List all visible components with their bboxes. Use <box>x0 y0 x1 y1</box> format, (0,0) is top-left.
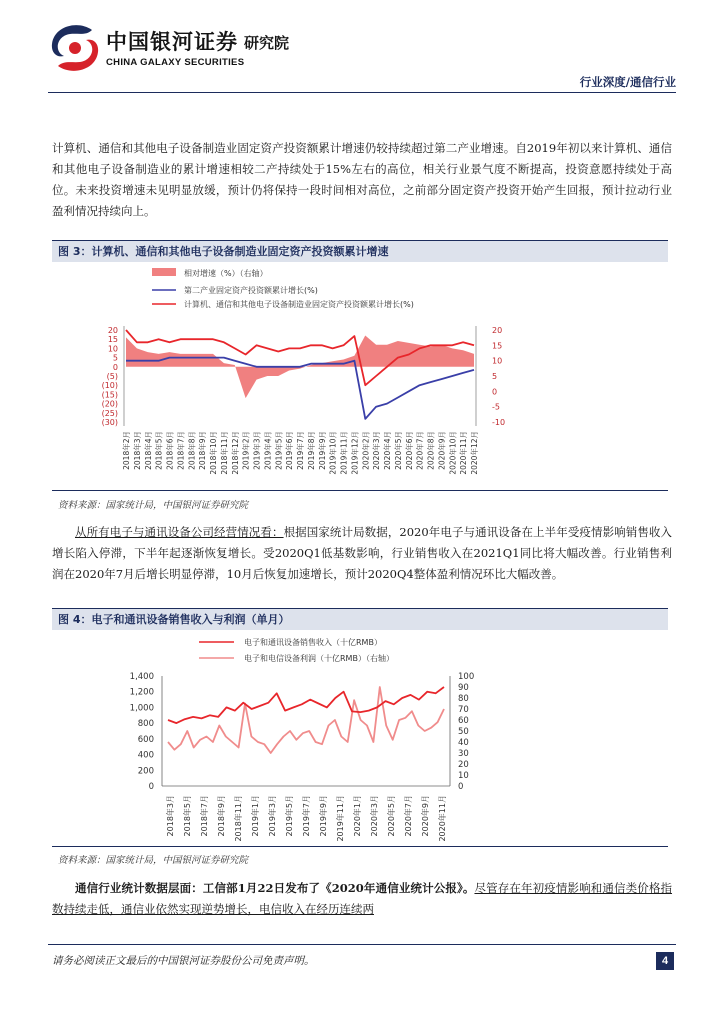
fig3-x-tick: 2020年12月 <box>470 431 479 475</box>
fig3-x-tick: 2018年12月 <box>230 431 240 475</box>
fig3-left-tick: (20) <box>101 399 118 409</box>
fig4-x-tick: 2018年3月 <box>166 795 175 837</box>
fig3-left-tick: 20 <box>107 326 118 335</box>
fig3-x-tick: 2018年6月 <box>165 431 175 470</box>
paragraph-investment: 计算机、通信和其他电子设备制造业固定资产投资额累计增速仍较持续超过第二产业增速。自2019年初以来计算机、通信和其他电子设备制造业的累计增速相较二产持续处于15%左右的高位，相关行业景气度不断提高，投资意愿持续处于高位。未来投资增速未见明显放缓，预计仍将保持一段时间相对高位，之前部分固定资产投资开始产生回报，预计拉动行业盈利情况持续向上。 <box>52 141 672 218</box>
figure-3-chart <box>52 262 668 488</box>
fig3-x-tick: 2020年4月 <box>383 431 392 470</box>
fig4-right-tick: 70 <box>458 705 469 715</box>
fig4-left-tick: 0 <box>148 782 154 792</box>
fig3-legend-swatch-0 <box>152 268 176 276</box>
logo-english-name: CHINA GALAXY SECURITIES <box>106 57 245 68</box>
figure-4-source: 资料来源：国家统计局，中国银河证券研究院 <box>58 855 249 866</box>
fig3-left-tick: 5 <box>112 353 118 363</box>
fig4-left-tick: 600 <box>137 734 154 745</box>
figure-3-title: 图 3：计算机、通信和其他电子设备制造业固定资产投资额累计增速 <box>52 240 668 262</box>
fig3-x-tick: 2020年3月 <box>372 431 382 470</box>
fig3-x-tick: 2018年3月 <box>132 431 142 470</box>
fig3-legend-label-2: 计算机、通信和其他电子设备制造业固定资产投资额累计增长(%) <box>184 300 414 309</box>
header-divider <box>48 92 676 93</box>
fig4-legend-label-0: 电子和通讯设备销售收入（十亿RMB） <box>244 638 382 647</box>
footer-disclaimer: 请务必阅读正文最后的中国银河证券股份公司免责声明。 <box>52 955 315 967</box>
fig4-right-tick: 50 <box>458 727 469 737</box>
fig4-x-tick: 2019年1月 <box>251 795 260 837</box>
figure-3-bottom-rule <box>52 490 668 491</box>
fig4-x-tick: 2020年1月 <box>353 795 362 837</box>
fig4-left-tick: 800 <box>137 719 154 730</box>
fig3-x-tick: 2018年11月 <box>219 431 229 475</box>
institute-name: 研究院 <box>244 34 290 52</box>
figure-4-chart <box>52 630 668 844</box>
fig3-x-tick: 2020年6月 <box>404 431 414 470</box>
fig4-x-tick: 2018年5月 <box>183 795 192 837</box>
fig3-x-tick: 2019年4月 <box>263 431 273 470</box>
fig3-x-tick: 2019年6月 <box>285 431 295 470</box>
fig3-x-tick: 2020年10月 <box>448 431 458 475</box>
fig3-x-tick: 2020年8月 <box>426 431 436 470</box>
fig3-left-tick: 10 <box>107 344 118 354</box>
galaxy-logo-icon <box>48 22 102 74</box>
fig3-x-tick: 2018年9月 <box>198 431 208 470</box>
fig4-x-tick: 2020年3月 <box>370 795 379 837</box>
fig4-right-tick: 30 <box>458 749 469 759</box>
fig3-right-tick: -10 <box>492 418 506 427</box>
fig3-x-tick: 2020年11月 <box>459 431 469 475</box>
logo-chinese-name: 中国银河证券 <box>106 30 238 54</box>
fig3-x-tick: 2019年8月 <box>306 431 316 470</box>
fig3-right-tick: 5 <box>492 372 498 381</box>
fig3-right-tick: 15 <box>492 341 503 351</box>
fig4-x-tick: 2019年11月 <box>336 795 345 842</box>
fig3-right-tick: -5 <box>492 402 500 412</box>
figure-4-title: 图 4：电子和通讯设备销售收入与利润（单月） <box>52 608 668 630</box>
fig4-x-tick: 2018年7月 <box>200 795 209 837</box>
page-number: 4 <box>656 952 674 970</box>
fig3-legend-label-1: 第二产业固定资产投资额累计增长(%) <box>184 286 318 295</box>
fig4-x-tick: 2019年9月 <box>319 795 328 837</box>
fig3-left-tick: (10) <box>101 381 118 391</box>
fig4-right-tick: 60 <box>458 716 469 726</box>
fig3-x-tick: 2018年4月 <box>143 431 153 470</box>
fig3-right-tick: 0 <box>492 387 498 397</box>
fig3-x-tick: 2020年9月 <box>437 431 447 470</box>
fig3-x-tick: 2019年9月 <box>317 431 327 470</box>
fig4-left-tick: 1,400 <box>129 672 154 682</box>
fig4-x-tick: 2018年11月 <box>234 795 243 842</box>
fig3-x-tick: 2019年5月 <box>274 431 284 470</box>
fig4-left-tick: 1,000 <box>129 703 154 714</box>
fig3-legend-label-0: 相对增速（%）（右轴） <box>184 269 268 278</box>
figure-3-source: 资料来源：国家统计局，中国银河证券研究院 <box>58 500 249 511</box>
paragraph-operations <box>52 522 672 585</box>
fig3-x-tick: 2020年2月 <box>361 431 371 470</box>
fig4-x-tick: 2019年7月 <box>302 795 311 837</box>
fig4-legend-label-1: 电子和电信设备利润（十亿RMB）（右轴） <box>244 654 394 663</box>
fig3-x-tick: 2019年11月 <box>339 431 349 475</box>
fig3-legend <box>152 268 414 309</box>
fig3-left-tick: 0 <box>112 362 118 372</box>
fig4-left-tick: 1,200 <box>129 687 154 698</box>
fig3-right-tick: 20 <box>492 326 503 335</box>
fig3-left-tick: (30) <box>101 418 118 427</box>
fig3-left-tick: 15 <box>107 335 118 345</box>
figure-4-bottom-rule <box>52 846 668 847</box>
fig3-x-tick: 2019年7月 <box>296 431 305 470</box>
fig4-line-revenue <box>168 687 444 723</box>
fig3-x-tick: 2019年3月 <box>252 431 262 470</box>
fig4-x-tick: 2019年5月 <box>285 795 294 837</box>
fig4-left-tick: 400 <box>137 750 154 761</box>
fig3-x-tick: 2018年2月 <box>122 431 131 470</box>
fig3-x-tick: 2018年8月 <box>187 431 197 470</box>
paragraph-telecom-body: 尽管存在年初疫情影响和通信类价格指数持续走低，通信业依然实现逆势增长，电信收入在经历连续两 <box>52 881 673 916</box>
fig3-x-tick: 2020年5月 <box>393 431 403 470</box>
fig4-right-tick: 20 <box>458 760 469 770</box>
company-logo <box>48 22 378 77</box>
fig3-left-tick: (25) <box>101 408 118 418</box>
fig3-x-tick: 2019年2月 <box>241 431 251 470</box>
fig4-x-tick: 2020年11月 <box>438 795 447 842</box>
footer-divider <box>48 944 676 945</box>
fig3-x-tick: 2018年7月 <box>176 431 186 470</box>
fig4-right-tick: 40 <box>458 738 469 748</box>
fig3-x-tick: 2019年12月 <box>350 431 360 475</box>
fig3-x-tick: 2019年10月 <box>328 431 338 475</box>
paragraph-telecom-lead: 通信行业统计数据层面：工信部1月22日发布了《2020年通信业统计公报》。 <box>75 881 475 895</box>
fig4-right-tick: 0 <box>458 782 464 792</box>
fig4-right-tick: 80 <box>458 694 469 704</box>
fig3-x-tick: 2018年10月 <box>209 431 218 475</box>
fig4-x-tick: 2018年9月 <box>217 795 226 837</box>
fig3-right-tick: 10 <box>492 356 503 366</box>
fig3-x-tick: 2020年7月 <box>415 431 425 470</box>
fig4-left-tick: 200 <box>137 766 154 777</box>
fig3-left-tick: (5) <box>106 372 118 381</box>
report-category: 行业深度/通信行业 <box>579 75 676 89</box>
fig4-right-tick: 90 <box>458 683 469 693</box>
fig4-x-tick: 2019年3月 <box>268 795 277 837</box>
fig4-x-tick: 2020年7月 <box>404 795 413 837</box>
paragraph-operations-lead: 从所有电子与通讯设备公司经营情况看： <box>75 525 284 539</box>
fig4-x-tick: 2020年9月 <box>421 795 430 837</box>
fig4-x-tick: 2020年5月 <box>387 795 396 837</box>
fig4-right-tick: 100 <box>458 672 475 682</box>
paragraph-operations-body: 根据国家统计局数据，2020年电子与通讯设备在上半年受疫情影响销售收入增长陷入停滞，下半年起逐渐恢复增长。受2020Q1低基数影响，行业销售收入在2021Q1同比将大幅改善。行业销售利润在2020年7月后增长明显停滞，10月后恢复加速增长，预计2020Q4整体盈利情况环比大幅改善。 <box>52 525 673 581</box>
paragraph-telecom-stats <box>52 878 672 920</box>
fig3-x-tick: 2018年5月 <box>154 431 164 470</box>
fig3-left-tick: (15) <box>101 390 118 400</box>
fig4-legend <box>199 637 394 663</box>
fig4-right-tick: 10 <box>458 771 469 781</box>
